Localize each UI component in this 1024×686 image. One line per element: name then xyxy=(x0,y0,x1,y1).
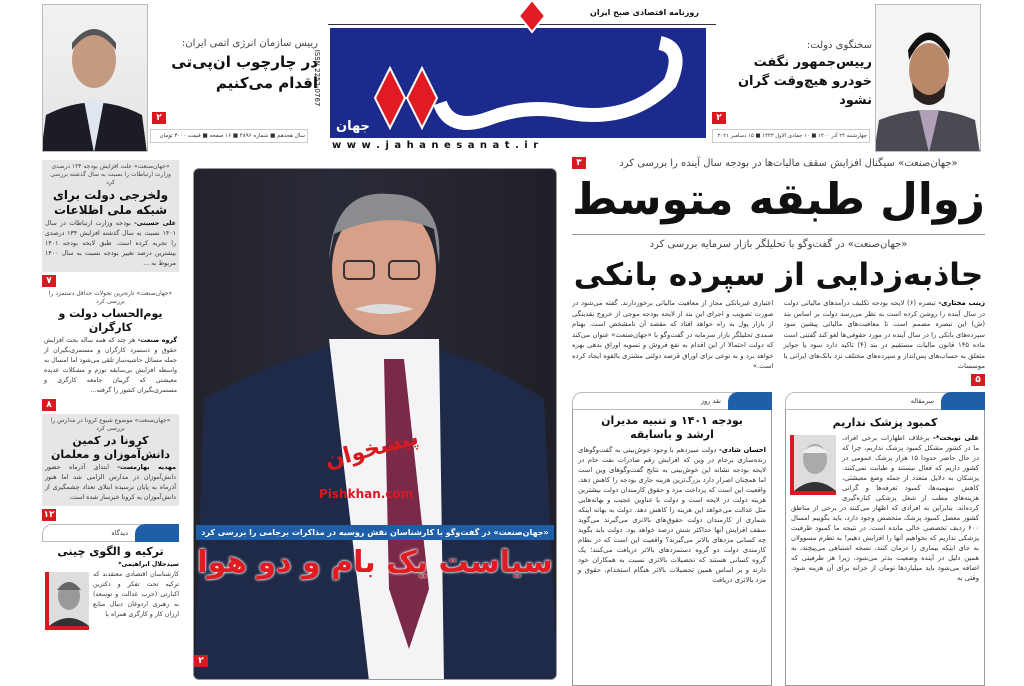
author-photo xyxy=(45,572,89,630)
logo xyxy=(330,28,706,138)
body-text: هر چند که همه ساله بحث افزایش حقوق و دستمزد کارگران و مستمری‌بگیران از جمله مسائل حاشیه‌ساز تلقی می‌شود اما امسال به واسطه افزایش بی‌سابقه تورم و مشکلات عدیده معیشتی که گریبان جامعه کارگری و مستمری‌بگیران کشور را گرفته... xyxy=(44,337,177,394)
left-opinion[interactable] xyxy=(42,545,179,630)
page-number: ۲ xyxy=(194,655,208,667)
author: مهدیه بهارمست- xyxy=(117,464,176,471)
headline: رییس‌جمهور نگفت خودرو هیچ‌وقت گران نشود xyxy=(737,55,872,108)
headline: ترکیه و الگوی چینی xyxy=(57,545,164,558)
watermark-fa: پیشخوان xyxy=(322,425,422,474)
headline: جاذبه‌زدایی از سپرده بانکی xyxy=(573,257,984,293)
section-tab: سرمقاله xyxy=(785,392,985,410)
right-column xyxy=(572,157,985,686)
photo-kicker: «جهان‌صنعت» در گفت‌وگو با کارشناسان نقش روسیه در مذاکرات برجامی را بررسی کرد xyxy=(196,525,554,540)
body-text: اعتباری غیربانکی مجاز از معافیت مالیاتی برخوردارند. گفته می‌شود در صورت تصویب و اجرای این بند از لایحه بودجه موجی از خروج نقدینگی از بازار پول به راه خواهد افتاد که مقصد آن نامشخص است. بهنام صمدی تحلیلگر بازار سرمایه در گفت‌وگو با «جهان‌صنعت» عنوان می‌کند که دولت احتمالا از این اقدام به نفع فروش و تسویه اوراق بدهی بهره خواهد برد و به نوعی برای اوراق قرضه دولتی مشتری بالقوه ایجاد کرده است.» xyxy=(572,299,774,370)
headline: ولخرجی دولت برای شبکه ملی اطلاعات xyxy=(52,188,169,217)
kicker: «جهان‌صنعت» موضوع شیوع کرونا در مدارس را بررسی کرد xyxy=(50,417,171,432)
top-right-photo xyxy=(875,4,981,152)
logo-top-diamond-icon xyxy=(517,0,547,38)
body-text: برخلاف اظهارات برخی افراد، ما در کشور مشکل کمبود پزشک نداریم، چرا که در حال حاضر حدودا ۱۵ هزار پزشک عمومی در کشور داریم که فعال نیستند و طبابت نمی‌کنند. پزشکان به دلایل متعدد از جمله وضع معیشتی، کاهش سهمیه‌ها، کمبود تعرفه‌ها و گرانی هزینه‌های مطب از شغل پزشکی کناره‌گیری کرده‌اند. بنابراین به افرادی که اظهار می‌کنند در برخی از مناطق کشور معضل کمبود پزشک متخصص وجود دارد، باید بگوییم امسال ۶۰۰ ردیف تخصصی خالی مانده است. در نتیجه ما کمبود ظرفیت پزشکی نداریم که بخواهیم آنها را افزایش دهیم! به تطرم مسوولان به جای اینکه بیماری را درمان کنند، نسخه اشتباهی می‌پیچند، به همین دلیل در آینده وضعیت بدتر می‌شود، زیرا هر ظرفیتی که اضافه می‌شود باید میلیاردها تومان از خزانه برای آن هزینه شود. وقتی به xyxy=(791,433,979,582)
kicker: «جهان‌صنعت» علت افزایش بودجه ۱۳۴ درصدی وزارت ارتباطات را نسبت به سال گذشته بررسی کرد xyxy=(50,163,171,186)
photo-figure-icon xyxy=(194,169,557,680)
critique[interactable] xyxy=(572,392,772,686)
page-number: ۳ xyxy=(572,157,586,169)
website[interactable]: w w w . j a h a n e s a n a t . i r xyxy=(332,140,540,151)
portrait-icon xyxy=(49,572,89,626)
author: علی نوبخت*- xyxy=(933,433,979,442)
kicker: سخنگوی دولت: xyxy=(806,40,872,51)
top-right-story[interactable] xyxy=(712,40,872,110)
body-text: دولت سیزدهم با وجود خوش‌بینی به گفت‌وگوهای زنده‌سازی برجام در وین که افزایش رقم صادرات نفت خام در لایحه بودجه نشانه این خوش‌بینی به نتایج گفت‌وگوهای وین است اما همچنان اصرار دارد بزرگ‌ترین هزینه جاری بودجه را کاهش دهد. واقعیت این است که پرداخت مزد و حقوق کارمندان دولت بیشترین هزینه دولت در لایحه است و دولت با عناوین عجیب و بهانه‌هایی مثل عدالت می‌خواهد این هزینه را کاهش دهد. دولت به بهانه اینکه شماری از کارمندان دولت حقوق‌های بالاتری می‌گیرند می‌گوید سقف افزایش آنها حداکثر شش درصد خواهد بود. دولت باید بگوید چه کسانی مزدهای بالاتر می‌گیرند؟ واقعیت این است که در نظام کارمندی دولت دو گروه دستمزدهای بالاتر دریافت می‌کنند؛ یک گروه کسانی هستند که تحصیلات بالاتری نسبت به همکاران خود دارند و بر اساس همین تحصیلات بالاتر هنگام استخدام، حقوق و مزد بالاتری دریافت xyxy=(578,445,766,584)
tagline: روزنامه اقتصادی صبح ایران xyxy=(590,8,699,17)
top-left-story[interactable] xyxy=(170,38,318,94)
main-photo[interactable] xyxy=(193,168,557,680)
left-story-2[interactable] xyxy=(42,290,179,396)
body-text: تبصره (۶) لایحه بودجه تکلیف درآمدهای مالیاتی دولت در سال آینده را روشن کرده است به نظر می‌رسد دولت بر اساس بند (ش) این تبصره مصمم است تا معافیت‌های مالیاتی پیشین سود سپرده‌های بانکی را در سال آینده در مورد حقوقی‌ها لغو کند گفتنی است ماده ۱۴۵ قانون مالیات مستقیم در بند (۴) تاکید دارد سود یا جوایز متعلق به حساب‌های پس‌انداز و سپرده‌های مختلف نزد بانک‌های ایرانی یا موسسات xyxy=(783,299,985,370)
kicker: «جهان‌صنعت» در گفت‌وگو با تحلیلگر بازار سرمایه بررسی کرد xyxy=(649,239,908,250)
headline: بودجه ۱۴۰۱ و تنبیه مدیران ارشد و باسابقه xyxy=(601,413,743,441)
author: سیدجلال ابراهیمی* xyxy=(118,561,179,568)
logo-sub: جهان xyxy=(336,119,370,134)
headline: کمبود پزشک نداریم xyxy=(832,415,938,429)
left-story-3[interactable] xyxy=(42,414,179,506)
page-number: ۸ xyxy=(42,399,56,411)
portrait-icon xyxy=(42,5,147,152)
body-text: کارشناسان اقتصادی معتقدند که ترکیه تحت تفکر و دکترین اکبارتی (حزب عدالت و توسعه) به رهبری اردوغان دنبال منابع ارزان کار و کارگری همراه با xyxy=(93,571,179,618)
portrait-icon xyxy=(875,5,980,152)
issue-line: سال هجدهم ■ شماره ۴۸۹۶ ■ ۱۶ صفحه ■ قیمت ۳۰۰۰ تومان xyxy=(150,129,308,143)
issn: ISSN 2252-0767 xyxy=(313,49,321,107)
lead-story[interactable] xyxy=(572,157,985,386)
page-number: ۲ xyxy=(152,112,166,124)
kicker: «جهان‌صنعت» سیگنال افزایش سقف مالیات‌ها در بودجه سال آینده را بررسی کرد xyxy=(619,157,958,169)
body-text: بودجه وزارت ارتباطات در سال ۱۴۰۱ نسبت به سال گذشته افزایش ۱۳۴ درصدی را تجربه کرده است. طبق لایحه بودجه ۱۴۰۱ بیشترین درصد تغییر بودجه نسبت به سال ۱۴۰۰ مربوط به ... xyxy=(45,220,177,267)
left-story-1[interactable] xyxy=(42,160,179,272)
top-left-photo xyxy=(42,4,148,152)
page-number: ۱۲ xyxy=(43,510,55,520)
author: احسان شادی- xyxy=(718,445,766,454)
section-tab: نقد روز xyxy=(572,392,772,410)
left-column xyxy=(42,160,179,686)
kicker: رییس سازمان انرژی اتمی ایران: xyxy=(181,38,318,49)
body-text: ابتدای آذرماه حضور دانش‌آموزان در مدارس الزامی شد اما هنوز آذرماه به پایان نرسیده ابتلای تعداد چشمگیری از دانش‌آموزان به کرونا خبرساز شده است. xyxy=(45,464,176,501)
headline: زوال طبقه متوسط xyxy=(572,175,985,225)
page-number: ۷ xyxy=(42,275,56,287)
photo-headline: سیاست یک بام و دو هوا xyxy=(197,545,553,580)
author: علی حسینی- xyxy=(134,220,176,227)
date-line: چهارشنبه ۲۴ آذر ۱۴۰۰ ■ ۱۰ جمادی الاول ۱۴۴۳ ■ ۱۵ دسامبر ۲۰۲۱ xyxy=(712,129,870,143)
editorial[interactable] xyxy=(785,392,985,686)
author: گروه صنعت- xyxy=(137,337,177,344)
page-number: ۵ xyxy=(971,374,985,386)
author-photo xyxy=(790,435,836,495)
portrait-icon xyxy=(794,435,836,491)
headline: یوم‌الحساب دولت و کارگران xyxy=(58,307,163,334)
watermark-en: Pishkhan.com xyxy=(319,487,414,501)
author: زینب مختاری- xyxy=(938,299,985,307)
kicker: «جهان‌صنعت» تازه‌ترین تحولات حداقل دستمزد را بررسی کرد xyxy=(48,290,173,305)
page-number: ۲ xyxy=(712,112,726,124)
masthead xyxy=(313,4,723,154)
section-tab: دیدگاه xyxy=(42,524,179,542)
logo-diamonds-icon xyxy=(330,28,706,138)
headline: در چارچوب ان‌پی‌تی اقدام می‌کنیم xyxy=(171,53,318,92)
headline: کرونا در کمین دانش‌آموزان و معلمان xyxy=(51,434,170,461)
